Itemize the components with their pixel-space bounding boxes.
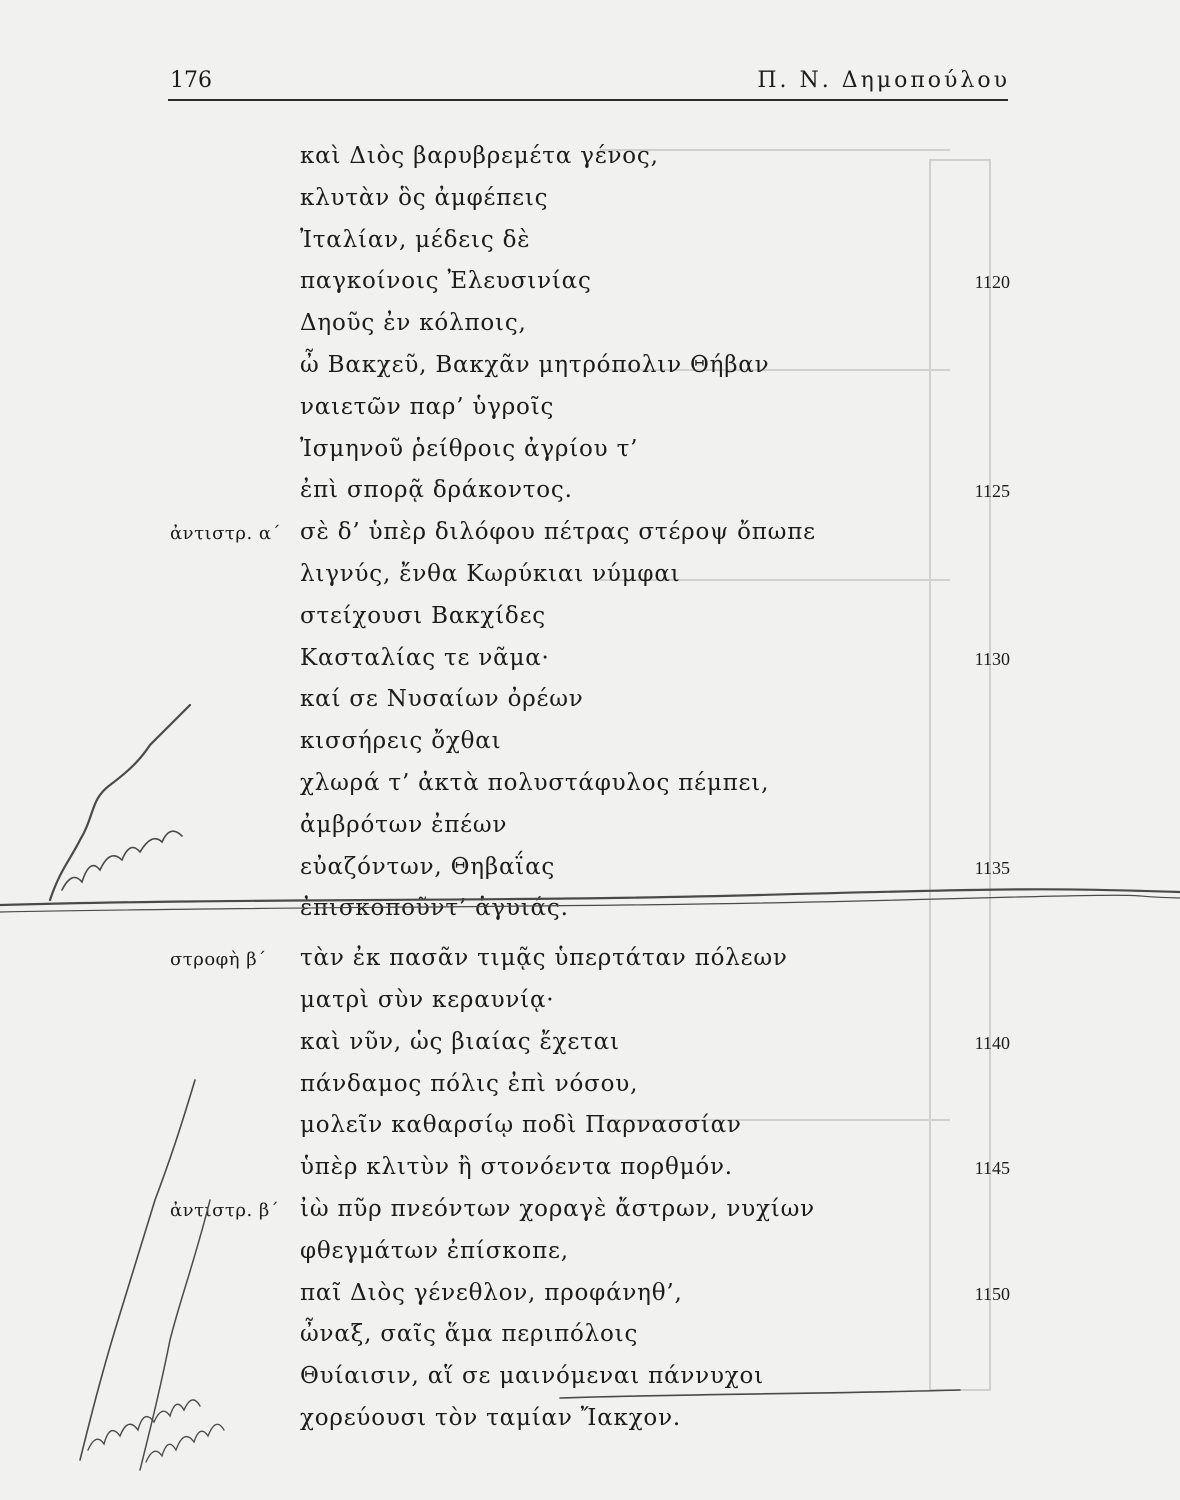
verse-line: παῖ Διὸς γένεθλον, προφάνηθ’, [300,1279,683,1306]
line-number: 1135 [974,857,1010,878]
line-number: 1140 [974,1032,1010,1053]
section-label: στροφὴ β΄ [170,949,267,971]
verse-line: μολεῖν καθαρσίῳ ποδὶ Παρνασσίαν [300,1112,742,1139]
verse-line: σὲ δ’ ὑπὲρ διλόφου πέτρας στέροψ ὄπωπε [300,519,816,546]
verse-line: ἀμβρότων ἐπέων [300,811,508,838]
verse-line: Δηοῦς ἐν κόλποις, [300,310,527,337]
verse-line: χορεύουσι τὸν ταμίαν Ἴακχον. [300,1405,681,1431]
line-number: 1130 [974,648,1010,669]
section-label: ἀντιστρ. α΄ [170,523,282,545]
page-number: 176 [170,68,212,93]
verse-line: εὐαζόντων, Θηβαΐας [300,853,556,880]
verse-line: ὑπὲρ κλιτὺν ἢ στονόεντα πορθμόν. [300,1154,733,1181]
verse-line: τὰν ἐκ πασᾶν τιμᾷς ὑπερτάταν πόλεων [300,945,788,972]
verse-line: ἐπὶ σπορᾷ δράκοντος. [300,477,573,504]
line-number: 1150 [974,1283,1010,1304]
verse-line: στείχουσι Βακχίδες [300,602,546,629]
verse-line: Ἰταλίαν, μέδεις δὲ [300,226,531,253]
verse-line: Ἰσμηνοῦ ῥείθροις ἀγρίου τ’ [300,435,639,462]
verse-line: παγκοίνοις Ἐλευσινίας [300,268,592,295]
verse-line: Θυίαισιν, αἵ σε μαινόμεναι πάννυχοι [300,1363,764,1390]
section-label: ἀντιστρ. β΄ [170,1200,280,1221]
verse-line: κλυτὰν ὃς ἀμφέπεις [300,184,549,211]
verse-line: χλωρά τ’ ἀκτὰ πολυστάφυλος πέμπει, [300,770,770,796]
line-number: 1120 [974,272,1010,293]
verse-line: ναιετῶν παρ’ ὑγροῖς [300,393,555,420]
verse-line: πάνδαμος πόλις ἐπὶ νόσου, [300,1070,639,1097]
verse-line: φθεγμάτων ἐπίσκοπε, [300,1237,569,1264]
verse-line: καὶ νῦν, ὡς βιαίας ἔχεται [300,1028,620,1055]
verse-line: λιγνύς, ἔνθα Κωρύκιαι νύμφαι [300,561,681,587]
verse-line: ἐπισκοποῦντ’ ἀγυιάς. [300,895,569,922]
verse-line: καί σε Νυσαίων ὀρέων [300,686,584,713]
line-number: 1125 [974,481,1010,502]
verse-line: Κασταλίας τε νᾶμα· [300,644,550,671]
running-head: Π. Ν. Δημοπούλου [757,68,1010,93]
verse-line: ματρὶ σὺν κεραυνίᾳ· [300,987,555,1013]
verse-line: ὦ Βακχεῦ, Βακχᾶν μητρόπολιν Θήβαν [300,352,770,378]
verse-line: κισσήρεις ὄχθαι [300,728,502,755]
verse-line: καὶ Διὸς βαρυβρεμέτα γένος, [300,143,659,169]
verse-line: ὦναξ, σαῖς ἅμα περιπόλοις [300,1321,639,1348]
verse-line: ἰὼ πῦρ πνεόντων χοραγὲ ἄστρων, νυχίων [300,1196,815,1222]
line-number: 1145 [974,1158,1010,1179]
